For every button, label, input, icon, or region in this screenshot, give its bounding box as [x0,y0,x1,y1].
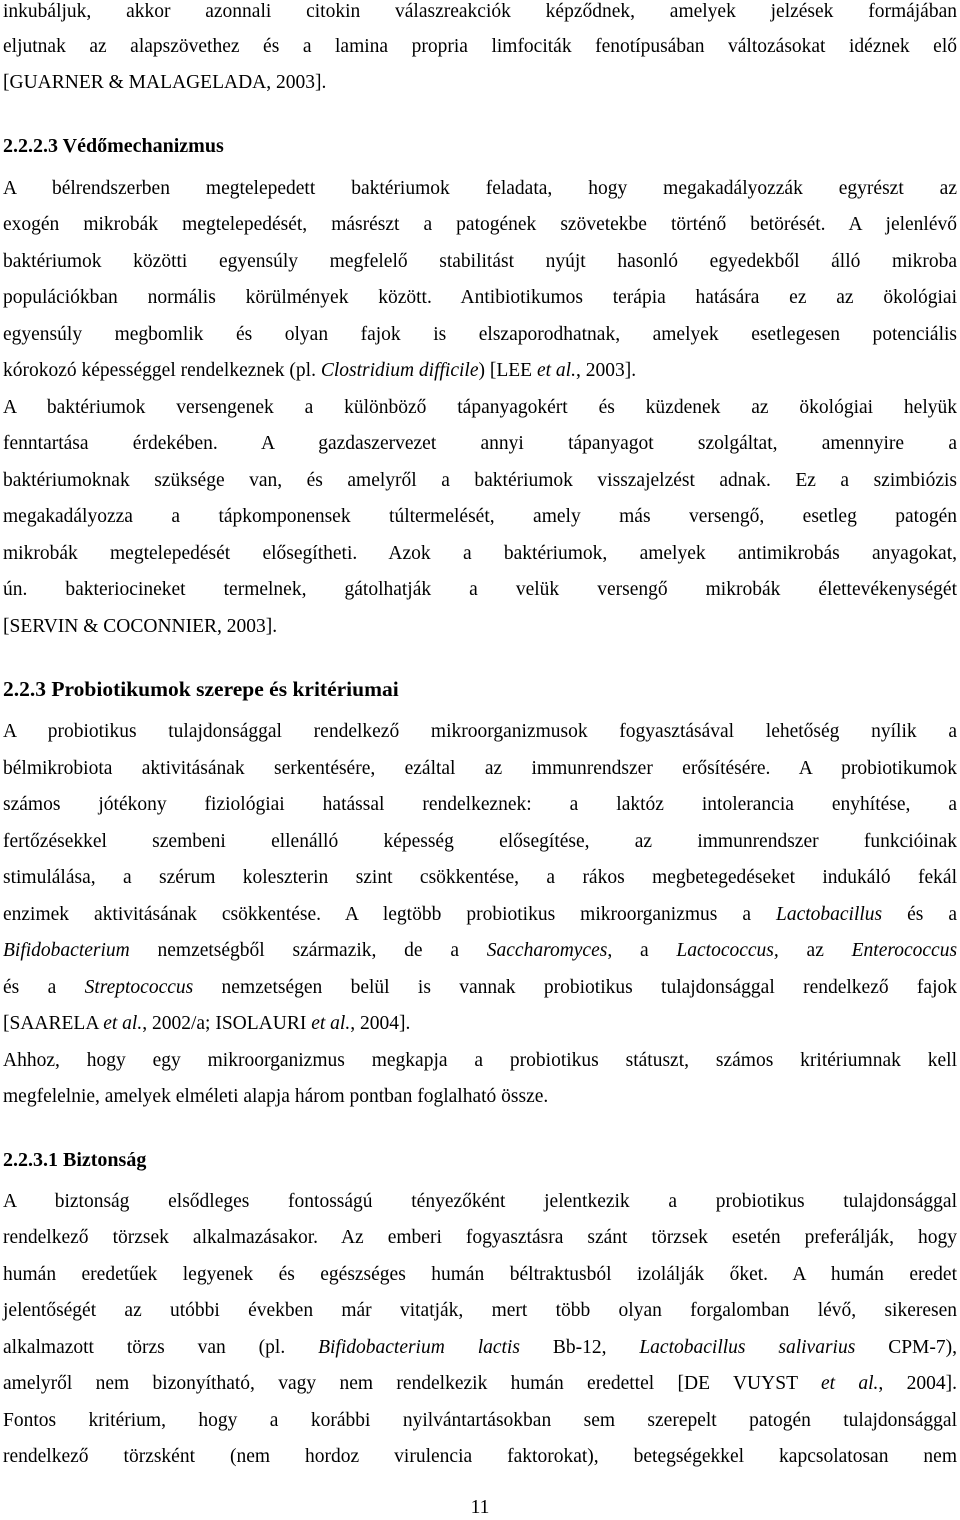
text-line: A bélrendszerben megtelepedett baktériumok feladata, hogy megakadályozzák egyrészt az [3,178,957,199]
text-line: ún. bakteriocineket termelnek, gátolhatják a velük versengő mikrobák élettevékenységét [3,579,957,600]
text-line: A probiotikus tulajdonsággal rendelkező mikroorganizmusok fogyasztásával lehetőség nyílik a [3,721,957,742]
text-line: jelentőségét az utóbbi években már vitatják, mert több olyan forgalomban lévő, sikeresen [3,1300,957,1321]
text-line: [SERVIN & COCONNIER, 2003]. [3,616,278,637]
text-line: A biztonság elsődleges fontosságú tényezőként jelentkezik a probiotikus tulajdonsággal [3,1191,957,1212]
text-line: populációkban normális körülmények között. Antibiotikumos terápia hatására ez az ökológiai [3,287,957,308]
text-line: baktériumok közötti egyensúly megfelelő stabilitást nyújt hasonló egyedekből álló mikroba [3,251,957,272]
text-line: fenntartása érdekében. A gazdaszervezet annyi tápanyagot szolgáltat, amennyire a [3,433,957,454]
text-line: Bifidobacterium nemzetségből származik, de a Saccharomyces, a Lactococcus, az Enterococcus [3,940,958,961]
text-line: enzimek aktivitásának csökkentése. A legtöbb probiotikus mikroorganizmus a Lactobacillus és a [3,904,957,925]
text-line: humán eredetűek legyenek és egészséges humán béltraktusból izolálják őket. A humán eredet [3,1264,957,1285]
text-line: Fontos kritérium, hogy a korábbi nyilvántartásokban sem szerepelt patogén tulajdonsággal [3,1410,957,1431]
text-line: megakadályozza a tápkomponensek túltermelését, amely más versengő, esetleg patogén [3,506,957,527]
text-line: rendelkező törzsként (nem hordoz virulencia faktorokat), betegségekkel kapcsolatosan nem [3,1446,957,1467]
text-line: rendelkező törzsek alkalmazásakor. Az emberi fogyasztásra szánt törzsek esetén preferálják, hogy [3,1227,957,1248]
section-heading: 2.2.3.1 Biztonság [3,1149,147,1171]
text-line: eljutnak az alapszövethez és a lamina propria limfociták fenotípusában változásokat idéznek elő [3,36,957,57]
text-line: kórokozó képességgel rendelkeznek (pl. Clostridium difficile) [LEE et al., 2003]. [3,360,637,381]
text-line: A baktériumok versengenek a különböző tápanyagokért és küzdenek az ökológiai helyük [3,397,957,418]
text-line: exogén mikrobák megtelepedését, másrészt a patogének szövetekbe történő betörését. A jelenlévő [3,214,957,235]
text-line: inkubáljuk, akkor azonnali citokin válaszreakciók képződnek, amelyek jelzések formájában [3,1,957,22]
text-line: és a Streptococcus nemzetségen belül is vannak probiotikus tulajdonsággal rendelkező fajok [3,977,957,998]
text-line: [SAARELA et al., 2002/a; ISOLAURI et al., 2004]. [3,1013,411,1034]
text-line: mikrobák megtelepedését elősegítheti. Azok a baktériumok, amelyek antimikrobás anyagokat, [3,543,957,564]
text-line: számos jótékony fiziológiai hatással rendelkeznek: a laktóz intolerancia enyhítése, a [3,794,957,815]
section-heading: 2.2.3 Probiotikumok szerepe és kritériumai [3,677,399,701]
text-line: [GUARNER & MALAGELADA, 2003]. [3,72,327,93]
page-number: 11 [470,1497,490,1518]
text-line: bélmikrobiota aktivitásának serkentésére, ezáltal az immunrendszer erősítésére. A probiotikumok [3,758,957,779]
text-line: Ahhoz, hogy egy mikroorganizmus megkapja a probiotikus státuszt, számos kritériumnak kell [3,1050,957,1071]
text-line: egyensúly megbomlik és olyan fajok is elszaporodhatnak, amelyek esetlegesen potenciális [3,324,957,345]
text-line: amelyről nem bizonyítható, vagy nem rendelkezik humán eredettel [DE VUYST et al., 2004]. [3,1373,957,1394]
section-heading: 2.2.2.3 Védőmechanizmus [3,135,224,157]
text-line: baktériumoknak szüksége van, és amelyről a baktériumok visszajelzést adnak. Ez a szimbiózis [3,470,957,491]
text-line: stimulálása, a szérum koleszterin szint csökkentése, a rákos megbetegedéseket indukáló fekál [3,867,957,888]
text-line: fertőzésekkel szembeni ellenálló képesség elősegítése, az immunrendszer funkcióinak [3,831,957,852]
text-line: alkalmazott törzs van (pl. Bifidobacterium lactis Bb-12, Lactobacillus salivarius CPM-7), [3,1337,957,1358]
text-line: megfelelnie, amelyek elméleti alapja három pontban foglalható össze. [3,1086,549,1107]
